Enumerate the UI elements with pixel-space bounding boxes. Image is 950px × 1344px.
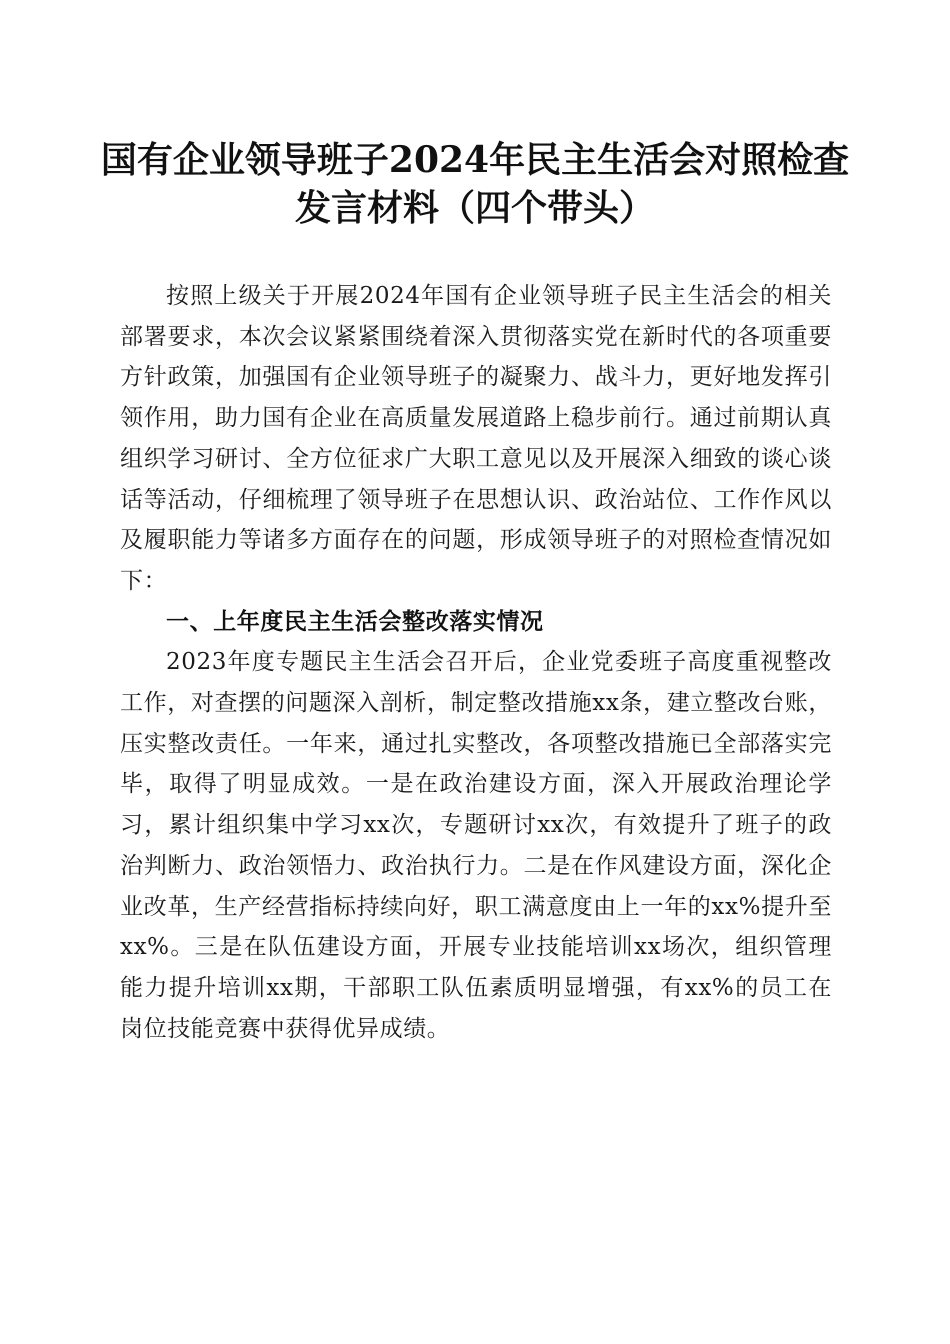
intro-paragraph: 按照上级关于开展2024年国有企业领导班子民主生活会的相关部署要求，本次会议紧紧围绕着深入贯彻落实党在新时代的各项重要方针政策，加强国有企业领导班子的凝聚力、战斗力，更好地发挥引领作用，助力国有企业在高质量发展道路上稳步前行。通过前期认真组织学习研讨、全方位征求广大职工意见以及开展深入细致的谈心谈话等活动，仔细梳理了领导班子在思想认识、政治站位、工作作风以及履职能力等诸多方面存在的问题，形成领导班子的对照检查情况如下： [120,283,832,594]
document-title: 国有企业领导班子2024年民主生活会对照检查发言材料（四个带头） [100,139,850,229]
section-heading: 一、上年度民主生活会整改落实情况 [166,608,544,635]
section-paragraph: 2023年度专题民主生活会召开后，企业党委班子高度重视整改工作，对查摆的问题深入剖析，制定整改措施xx条，建立整改台账，压实整改责任。一年来，通过扎实整改，各项整改措施已全部落实完毕，取得了明显成效。一是在政治建设方面，深入开展政治理论学习，累计组织集中学习xx次，专题研讨xx次，有效提升了班子的政治判断力、政治领悟力、政治执行力。二是在作风建设方面，深化企业改革，生产经营指标持续向好，职工满意度由上一年的xx%提升至xx%。三是在队伍建设方面，开展专业技能培训xx场次，组织管理能力提升培训xx期，干部职工队伍素质明显增强，有xx%的员工在岗位技能竞赛中获得优异成绩。 [120,649,832,1042]
document-body [120,276,832,1049]
